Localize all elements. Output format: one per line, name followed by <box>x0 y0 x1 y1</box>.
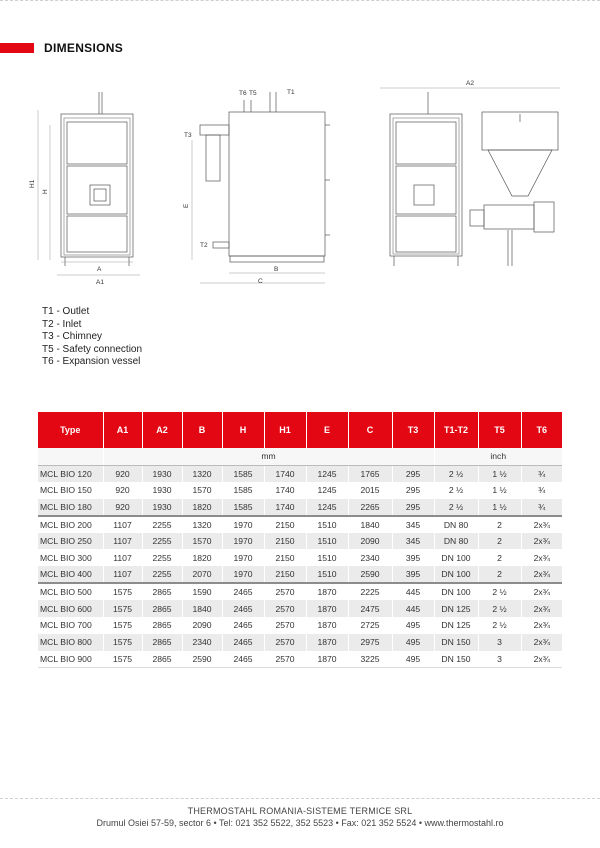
label-T1: T1 <box>287 89 295 96</box>
table-cell: DN 80 <box>434 533 478 550</box>
table-cell: 2265 <box>348 499 392 516</box>
label-T6: T6 <box>239 90 247 97</box>
table-cell: 1930 <box>142 465 182 482</box>
table-cell: 2150 <box>264 566 306 583</box>
table-row <box>38 499 562 516</box>
table-cell: 1870 <box>306 634 348 651</box>
cell-type: MCL BIO 180 <box>38 499 103 516</box>
table-cell: 1590 <box>182 583 222 600</box>
table-cell: 2 ½ <box>434 465 478 482</box>
col-header-h: H <box>222 412 264 448</box>
footer-company: THERMOSTAHL ROMANIA-SISTEME TERMICE SRL <box>187 806 413 816</box>
table-cell: 1740 <box>264 465 306 482</box>
top-divider <box>0 0 600 1</box>
table-cell: 2x¾ <box>521 583 562 600</box>
table-cell: DN 150 <box>434 651 478 668</box>
table-cell: 2 ½ <box>478 583 521 600</box>
cell-type: MCL BIO 120 <box>38 465 103 482</box>
footer-address: Drumul Osiei 57-59, sector 6 • Tel: 021 352 5522, 352 5523 • Fax: 021 352 5524 • www.thermostahl.ro <box>96 818 504 828</box>
table-cell: 3 <box>478 634 521 651</box>
table-cell: 1 ½ <box>478 499 521 516</box>
table-cell: 920 <box>103 499 142 516</box>
table-row <box>38 533 562 550</box>
footer <box>0 805 600 829</box>
table-cell: 1320 <box>182 465 222 482</box>
table-cell: ¾ <box>521 482 562 499</box>
cell-type: MCL BIO 400 <box>38 566 103 583</box>
table-cell: 920 <box>103 482 142 499</box>
label-H1: H1 <box>29 179 36 188</box>
table-cell: 345 <box>392 516 434 533</box>
table-cell: DN 100 <box>434 583 478 600</box>
label-A: A <box>97 266 102 273</box>
table-cell: 2 <box>478 516 521 533</box>
table-cell: 1970 <box>222 566 264 583</box>
table-cell: 1 ½ <box>478 482 521 499</box>
table-cell: 2340 <box>348 549 392 566</box>
table-cell: 3 <box>478 651 521 668</box>
table-cell: DN 100 <box>434 549 478 566</box>
table-cell: 1245 <box>306 499 348 516</box>
section-title: DIMENSIONS <box>44 41 124 55</box>
cell-type: MCL BIO 600 <box>38 600 103 617</box>
table-cell: 1930 <box>142 482 182 499</box>
table-cell: 2015 <box>348 482 392 499</box>
table-cell: 2090 <box>348 533 392 550</box>
dimensions-table <box>38 412 562 668</box>
col-header-h1: H1 <box>264 412 306 448</box>
table-cell: 1870 <box>306 651 348 668</box>
table-cell: 1245 <box>306 465 348 482</box>
connection-legend <box>42 306 142 369</box>
table-cell: 2465 <box>222 634 264 651</box>
table-row <box>38 516 562 533</box>
cell-type: MCL BIO 700 <box>38 617 103 634</box>
table-cell: 2 ½ <box>478 617 521 634</box>
accent-bar <box>0 43 34 53</box>
table-row <box>38 651 562 668</box>
col-header-t1-t2: T1-T2 <box>434 412 478 448</box>
table-cell: 1840 <box>348 516 392 533</box>
label-H: H <box>42 189 49 194</box>
table-cell: 1970 <box>222 516 264 533</box>
table-cell: 1765 <box>348 465 392 482</box>
col-header-t5: T5 <box>478 412 521 448</box>
table-cell: 2475 <box>348 600 392 617</box>
table-cell: 2865 <box>142 651 182 668</box>
side-view-drawing <box>192 92 330 283</box>
table-cell: 395 <box>392 549 434 566</box>
table-cell: 1245 <box>306 482 348 499</box>
table-cell: 1570 <box>182 482 222 499</box>
legend-item: T1 - Outlet <box>42 306 90 317</box>
label-B: B <box>274 266 279 273</box>
table-cell: 1575 <box>103 634 142 651</box>
col-header-c: C <box>348 412 392 448</box>
label-A1: A1 <box>96 279 104 286</box>
cell-type: MCL BIO 900 <box>38 651 103 668</box>
table-cell: 1870 <box>306 583 348 600</box>
col-header-a1: A1 <box>103 412 142 448</box>
table-cell: 3225 <box>348 651 392 668</box>
table-cell: 2865 <box>142 600 182 617</box>
label-C: C <box>258 278 263 285</box>
table-cell: 2 ½ <box>434 499 478 516</box>
col-header-t6: T6 <box>521 412 562 448</box>
table-cell: 2x¾ <box>521 634 562 651</box>
table-cell: 2465 <box>222 600 264 617</box>
table-cell: 2255 <box>142 549 182 566</box>
table-cell: 445 <box>392 600 434 617</box>
table-cell: 1870 <box>306 617 348 634</box>
table-cell: 1930 <box>142 499 182 516</box>
table-cell: 1740 <box>264 499 306 516</box>
label-T5: T5 <box>249 90 257 97</box>
table-row <box>38 465 562 482</box>
table-cell: 2070 <box>182 566 222 583</box>
table-cell: 2865 <box>142 617 182 634</box>
table-cell: 1870 <box>306 600 348 617</box>
table-cell: 2340 <box>182 634 222 651</box>
table-cell: 2570 <box>264 651 306 668</box>
table-cell: 2 ½ <box>434 482 478 499</box>
table-cell: 1 ½ <box>478 465 521 482</box>
table-cell: 2570 <box>264 634 306 651</box>
label-E: E <box>183 203 190 208</box>
table-cell: 2x¾ <box>521 516 562 533</box>
table-cell: DN 125 <box>434 617 478 634</box>
table-row <box>38 482 562 499</box>
table-cell: 495 <box>392 634 434 651</box>
table-cell: 2090 <box>182 617 222 634</box>
table-cell: 1970 <box>222 533 264 550</box>
table-cell: 1585 <box>222 482 264 499</box>
col-header-type: Type <box>38 412 103 448</box>
label-T3: T3 <box>184 132 192 139</box>
label-A2: A2 <box>466 80 474 87</box>
table-cell: 1107 <box>103 516 142 533</box>
table-cell: 1820 <box>182 549 222 566</box>
table-row <box>38 600 562 617</box>
right-view-drawing <box>380 88 560 266</box>
table-cell: 2 ½ <box>478 600 521 617</box>
table-cell: 2590 <box>182 651 222 668</box>
table-cell: 2150 <box>264 516 306 533</box>
cell-type: MCL BIO 200 <box>38 516 103 533</box>
table-cell: DN 125 <box>434 600 478 617</box>
table-cell: 1575 <box>103 651 142 668</box>
table-cell: 495 <box>392 651 434 668</box>
table-cell: 2 <box>478 549 521 566</box>
table-cell: 1510 <box>306 533 348 550</box>
table-cell: 2255 <box>142 516 182 533</box>
cell-type: MCL BIO 150 <box>38 482 103 499</box>
table-cell: 920 <box>103 465 142 482</box>
table-cell: 2x¾ <box>521 651 562 668</box>
table-cell: 1820 <box>182 499 222 516</box>
table-cell: 2x¾ <box>521 549 562 566</box>
table-cell: ¾ <box>521 499 562 516</box>
table-cell: 1320 <box>182 516 222 533</box>
table-cell: 1510 <box>306 566 348 583</box>
table-cell: 2465 <box>222 583 264 600</box>
table-cell: 295 <box>392 482 434 499</box>
table-cell: 2975 <box>348 634 392 651</box>
table-cell: 1840 <box>182 600 222 617</box>
table-cell: ¾ <box>521 465 562 482</box>
label-T2: T2 <box>200 242 208 249</box>
col-header-t3: T3 <box>392 412 434 448</box>
table-cell: 2x¾ <box>521 566 562 583</box>
table-cell: 2255 <box>142 566 182 583</box>
table-cell: 1575 <box>103 600 142 617</box>
table-cell: 1740 <box>264 482 306 499</box>
cell-type: MCL BIO 300 <box>38 549 103 566</box>
section-header <box>0 40 123 56</box>
table-row <box>38 566 562 583</box>
table-cell: 2255 <box>142 533 182 550</box>
table-cell: 2865 <box>142 634 182 651</box>
table-cell: 1585 <box>222 465 264 482</box>
table-cell: 1970 <box>222 549 264 566</box>
table-cell: 2590 <box>348 566 392 583</box>
unit-inch: inch <box>434 448 562 465</box>
table-cell: 1107 <box>103 566 142 583</box>
units-row <box>38 448 562 465</box>
table-cell: 2x¾ <box>521 600 562 617</box>
table-cell: 1575 <box>103 583 142 600</box>
table-cell: 2570 <box>264 600 306 617</box>
table-row <box>38 549 562 566</box>
table-cell: 395 <box>392 566 434 583</box>
table-cell: 2725 <box>348 617 392 634</box>
technical-drawings <box>0 70 600 300</box>
table-cell: DN 80 <box>434 516 478 533</box>
legend-item: T5 - Safety connection <box>42 343 143 355</box>
table-cell: 2865 <box>142 583 182 600</box>
table-cell: DN 150 <box>434 634 478 651</box>
table-cell: 2570 <box>264 617 306 634</box>
table-cell: 1107 <box>103 549 142 566</box>
col-header-a2: A2 <box>142 412 182 448</box>
table-cell: 345 <box>392 533 434 550</box>
table-cell: 2150 <box>264 533 306 550</box>
table-cell: 2465 <box>222 651 264 668</box>
legend-item: T3 - Chimney <box>42 331 103 343</box>
table-cell: 295 <box>392 499 434 516</box>
table-row <box>38 617 562 634</box>
table-cell: 2 <box>478 533 521 550</box>
table-cell: 295 <box>392 465 434 482</box>
table-cell: 2x¾ <box>521 533 562 550</box>
table-cell: 1570 <box>182 533 222 550</box>
col-header-b: B <box>182 412 222 448</box>
table-cell: 1510 <box>306 549 348 566</box>
cell-type: MCL BIO 500 <box>38 583 103 600</box>
table-cell: 2570 <box>264 583 306 600</box>
table-cell: 2 <box>478 566 521 583</box>
cell-type: MCL BIO 250 <box>38 533 103 550</box>
front-view-drawing <box>38 92 140 275</box>
cell-type: MCL BIO 800 <box>38 634 103 651</box>
table-cell: 1107 <box>103 533 142 550</box>
table-header-row <box>38 412 562 448</box>
table-cell: 495 <box>392 617 434 634</box>
table-cell: 2x¾ <box>521 617 562 634</box>
table-cell: 2225 <box>348 583 392 600</box>
unit-mm: mm <box>103 448 434 465</box>
table-row <box>38 583 562 600</box>
table-cell: 1510 <box>306 516 348 533</box>
table-cell: 1585 <box>222 499 264 516</box>
legend-item: T6 - Expansion vessel <box>42 356 141 368</box>
table-cell: 2150 <box>264 549 306 566</box>
footer-divider <box>0 798 600 799</box>
table-cell: DN 100 <box>434 566 478 583</box>
col-header-e: E <box>306 412 348 448</box>
legend-item: T2 - Inlet <box>42 318 82 330</box>
table-cell: 445 <box>392 583 434 600</box>
table-row <box>38 634 562 651</box>
table-cell: 2465 <box>222 617 264 634</box>
table-cell: 1575 <box>103 617 142 634</box>
